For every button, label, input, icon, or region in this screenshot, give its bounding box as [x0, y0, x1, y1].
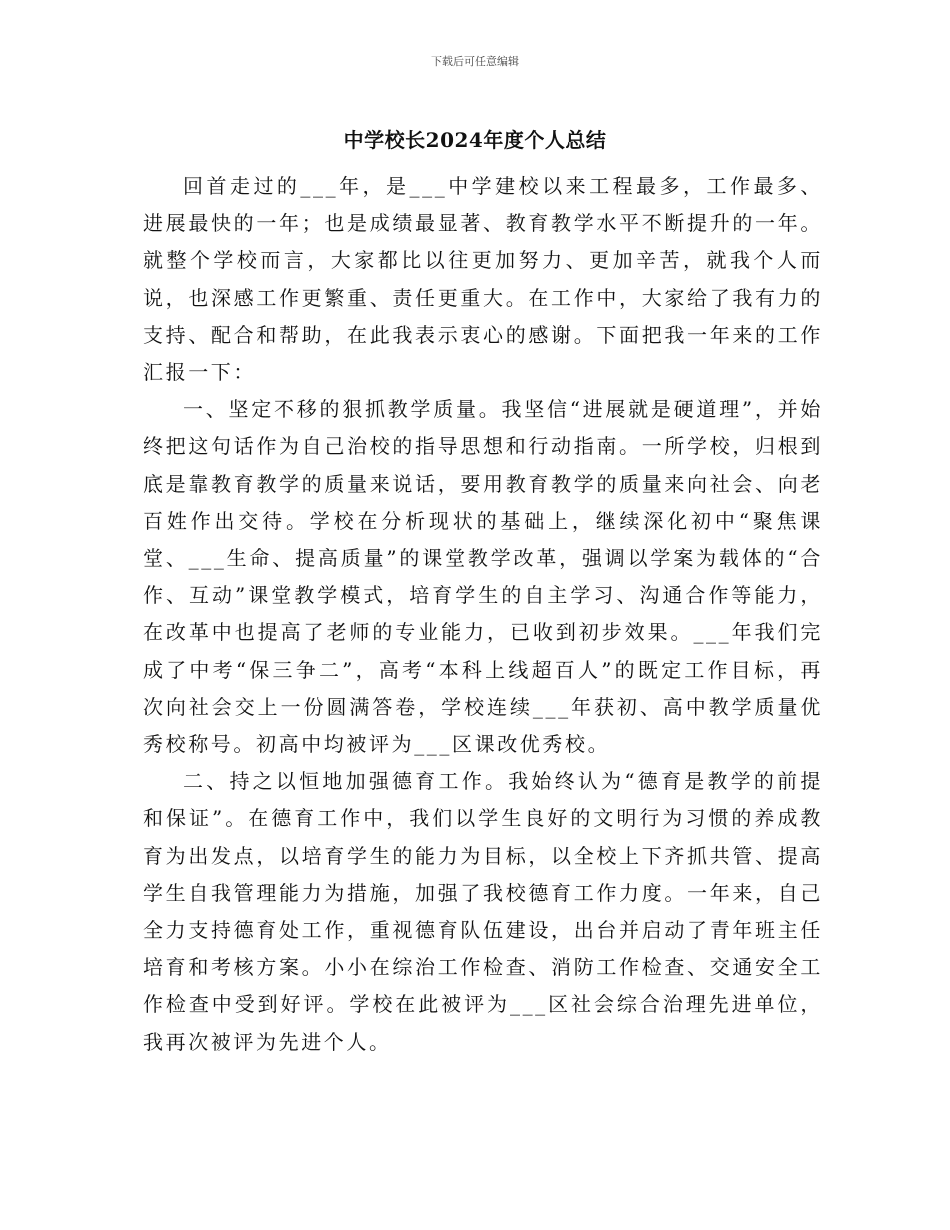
document-body	[143, 168, 823, 1061]
paragraph-moral-education: 二、持之以恒地加强德育工作。我始终认为“德育是教学的前提和保证”。在德育工作中，我们以学生良好的文明行为习惯的养成教育为出发点，以培育学生的能力为目标，以全校上下齐抓共管、提高学生自我管理能力为措施，加强了我校德育工作力度。一年来，自己全力支持德育处工作，重视德育队伍建设，出台并启动了青年班主任培育和考核方案。小小在综治工作检查、消防工作检查、交通安全工作检查中受到好评。学校在此被评为___区社会综合治理先进单位，我再次被评为先进个人。	[143, 769, 823, 1054]
paragraph-teaching-quality: 一、坚定不移的狠抓教学质量。我坚信“进展就是硬道理”，并始终把这句话作为自己治校的指导思想和行动指南。一所学校，归根到底是靠教育教学的质量来说话，要用教育教学的质量来向社会、向老百姓作出交待。学校在分析现状的基础上，继续深化初中“聚焦课堂、___生命、提高质量”的课堂教学改革，强调以学案为载体的“合作、互动”课堂教学模式，培育学生的自主学习、沟通合作等能力，在改革中也提高了老师的专业能力，已收到初步效果。___年我们完成了中考“保三争二”，高考“本科上线超百人”的既定工作目标，再次向社会交上一份圆满答卷，学校连续___年获初、高中教学质量优秀校称号。初高中均被评为___区课改优秀校。	[143, 397, 823, 757]
header-note: 下载后可任意编辑	[431, 55, 519, 68]
paragraph-intro: 回首走过的___年，是___中学建校以来工程最多，工作最多、进展最快的一年；也是成绩最显著、教育教学水平不断提升的一年。就整个学校而言，大家都比以往更加努力、更加辛苦，就我个人而说，也深感工作更繁重、责任更重大。在工作中，大家给了我有力的支持、配合和帮助，在此我表示衷心的感谢。下面把我一年来的工作汇报一下：	[143, 174, 823, 385]
document-title: 中学校长2024年度个人总结	[343, 128, 607, 152]
